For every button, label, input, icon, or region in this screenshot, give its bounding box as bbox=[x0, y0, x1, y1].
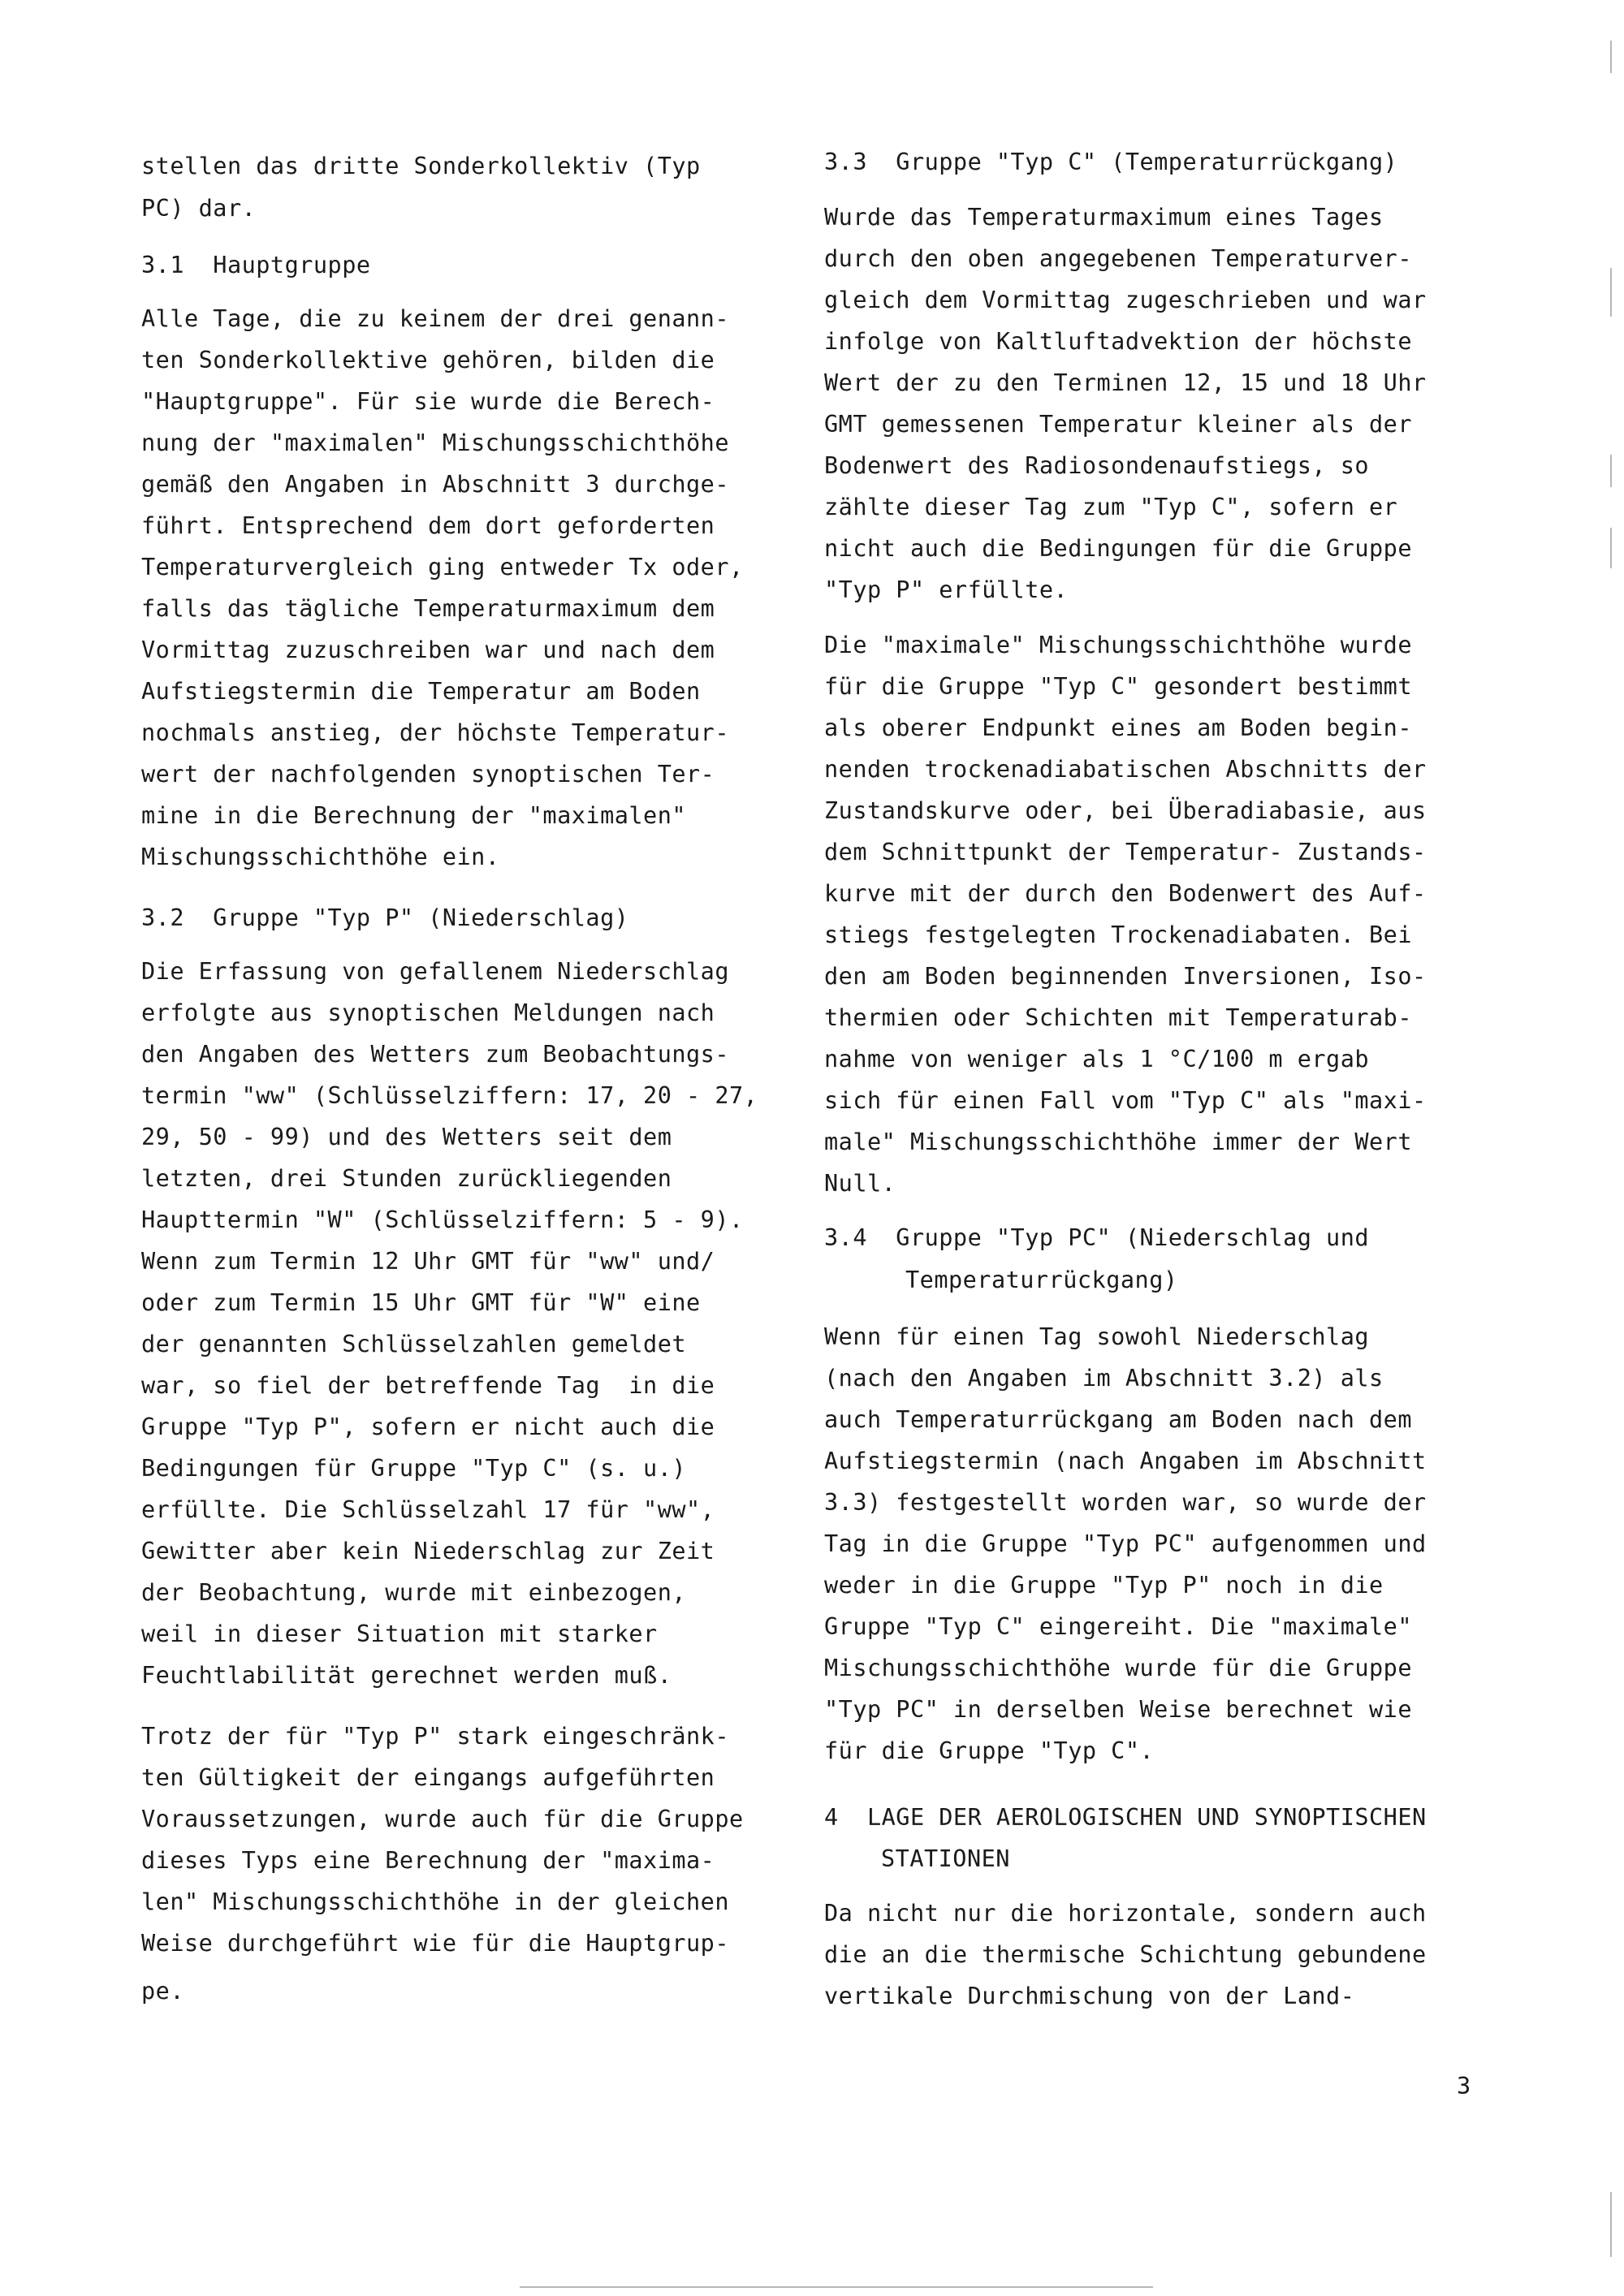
text-line: Gruppe "Typ P", sofern er nicht auch die bbox=[141, 1413, 715, 1440]
text-line: thermien oder Schichten mit Temperaturab- bbox=[824, 1004, 1412, 1031]
text-line: "Hauptgruppe". Für sie wurde die Berech- bbox=[141, 388, 715, 415]
text-line: Weise durchgeführt wie für die Hauptgrup- bbox=[141, 1930, 729, 1957]
text-line: Aufstiegstermin die Temperatur am Boden bbox=[141, 678, 701, 705]
text-line: falls das tägliche Temperaturmaximum dem bbox=[141, 595, 715, 622]
text-line: nung der "maximalen" Mischungsschichthöhe bbox=[141, 429, 729, 456]
scan-edge-mark bbox=[1610, 2192, 1612, 2257]
text-line: (nach den Angaben im Abschnitt 3.2) als bbox=[824, 1365, 1384, 1392]
text-line: für die Gruppe "Typ C" gesondert bestimmt bbox=[824, 673, 1412, 700]
text-line: weder in die Gruppe "Typ P" noch in die bbox=[824, 1572, 1384, 1599]
text-line: termin "ww" (Schlüsselziffern: 17, 20 - 27, bbox=[141, 1082, 758, 1109]
text-line: male" Mischungsschichthöhe immer der Wert bbox=[824, 1129, 1412, 1155]
text-line: oder zum Termin 15 Uhr GMT für "W" eine bbox=[141, 1289, 701, 1316]
text-line: auch Temperaturrückgang am Boden nach dem bbox=[824, 1406, 1412, 1433]
text-line: die an die thermische Schichtung gebundene bbox=[824, 1941, 1427, 1968]
text-line: Gruppe "Typ C" eingereiht. Die "maximale" bbox=[824, 1613, 1412, 1640]
text-line: Voraussetzungen, wurde auch für die Gruppe bbox=[141, 1806, 744, 1832]
text-line: Null. bbox=[824, 1170, 896, 1197]
text-line: Die Erfassung von gefallenem Niederschlag bbox=[141, 958, 729, 985]
scan-edge-mark bbox=[520, 2286, 1153, 2288]
text-line: Zustandskurve oder, bei Überadiabasie, aus bbox=[824, 797, 1427, 824]
text-line: len" Mischungsschichthöhe in der gleichen bbox=[141, 1888, 729, 1915]
text-line: führt. Entsprechend dem dort geforderten bbox=[141, 512, 715, 539]
text-line: GMT gemessenen Temperatur kleiner als der bbox=[824, 411, 1412, 438]
text-line: erfüllte. Die Schlüsselzahl 17 für "ww", bbox=[141, 1496, 715, 1523]
text-line: nochmals anstieg, der höchste Temperatur- bbox=[141, 719, 729, 746]
text-line: mine in die Berechnung der "maximalen" bbox=[141, 802, 687, 829]
text-line: Wenn für einen Tag sowohl Niederschlag bbox=[824, 1323, 1370, 1350]
scan-edge-mark bbox=[1610, 528, 1612, 568]
text-line: dem Schnittpunkt der Temperatur- Zustands- bbox=[824, 839, 1427, 865]
section-heading-3-3: 3.3 Gruppe "Typ C" (Temperaturrückgang) bbox=[824, 149, 1398, 175]
text-line: 29, 50 - 99) und des Wetters seit dem bbox=[141, 1124, 672, 1150]
text-line: den am Boden beginnenden Inversionen, Iso- bbox=[824, 963, 1427, 990]
page-number: 3 bbox=[1457, 2073, 1471, 2100]
text-line: stiegs festgelegten Trockenadiabaten. Bei bbox=[824, 921, 1412, 948]
text-line: dieses Typs eine Berechnung der "maxima- bbox=[141, 1847, 715, 1874]
text-line: PC) dar. bbox=[141, 195, 257, 222]
text-line: Die "maximale" Mischungsschichthöhe wurde bbox=[824, 632, 1412, 658]
text-line: gemäß den Angaben in Abschnitt 3 durchge- bbox=[141, 471, 729, 498]
text-line: Bodenwert des Radiosondenaufstiegs, so bbox=[824, 452, 1370, 479]
text-line: "Typ P" erfüllte. bbox=[824, 576, 1069, 603]
section-heading-3-4: 3.4 Gruppe "Typ PC" (Niederschlag und bbox=[824, 1224, 1370, 1251]
scan-edge-mark bbox=[1610, 455, 1612, 487]
text-line: Wert der zu den Terminen 12, 15 und 18 Uhr bbox=[824, 369, 1427, 396]
section-heading-3-4-continued: Temperaturrückgang) bbox=[905, 1267, 1178, 1293]
text-line: den Angaben des Wetters zum Beobachtungs- bbox=[141, 1041, 729, 1068]
text-line: war, so fiel der betreffende Tag in die bbox=[141, 1372, 715, 1399]
text-line: sich für einen Fall vom "Typ C" als "maxi- bbox=[824, 1087, 1427, 1114]
text-line: Trotz der für "Typ P" stark eingeschränk- bbox=[141, 1723, 729, 1750]
text-line: wert der nachfolgenden synoptischen Ter- bbox=[141, 761, 715, 788]
text-line: stellen das dritte Sonderkollektiv (Typ bbox=[141, 153, 701, 179]
text-line: Bedingungen für Gruppe "Typ C" (s. u.) bbox=[141, 1455, 687, 1482]
text-line: der Beobachtung, wurde mit einbezogen, bbox=[141, 1579, 687, 1606]
text-line: für die Gruppe "Typ C". bbox=[824, 1737, 1155, 1764]
text-line: letzten, drei Stunden zurückliegenden bbox=[141, 1165, 672, 1192]
text-line: der genannten Schlüsselzahlen gemeldet bbox=[141, 1331, 687, 1357]
text-line: infolge von Kaltluftadvektion der höchste bbox=[824, 328, 1412, 355]
text-line: Mischungsschichthöhe ein. bbox=[141, 844, 500, 870]
scan-edge-mark bbox=[1610, 41, 1612, 73]
section-heading-4-continued: STATIONEN bbox=[881, 1845, 1010, 1872]
text-line: Vormittag zuzuschreiben war und nach dem bbox=[141, 637, 715, 663]
text-line: Wurde das Temperaturmaximum eines Tages bbox=[824, 204, 1384, 231]
text-line: nenden trockenadiabatischen Abschnitts der bbox=[824, 756, 1427, 783]
text-line: "Typ PC" in derselben Weise berechnet wie bbox=[824, 1696, 1412, 1723]
text-line: Haupttermin "W" (Schlüsselziffern: 5 - 9). bbox=[141, 1206, 744, 1233]
text-line: kurve mit der durch den Bodenwert des Auf- bbox=[824, 880, 1427, 907]
text-line: als oberer Endpunkt eines am Boden begin- bbox=[824, 714, 1412, 741]
section-heading-3-1: 3.1 Hauptgruppe bbox=[141, 252, 371, 278]
text-line: ten Gültigkeit der eingangs aufgeführten bbox=[141, 1764, 715, 1791]
text-line: gleich dem Vormittag zugeschrieben und war bbox=[824, 287, 1427, 313]
text-line: Feuchtlabilität gerechnet werden muß. bbox=[141, 1662, 672, 1689]
scan-edge-mark bbox=[1610, 268, 1612, 317]
text-line: Wenn zum Termin 12 Uhr GMT für "ww" und/ bbox=[141, 1248, 715, 1275]
text-line: ten Sonderkollektive gehören, bilden die bbox=[141, 347, 715, 373]
text-line: Tag in die Gruppe "Typ PC" aufgenommen und bbox=[824, 1530, 1427, 1557]
text-line: Gewitter aber kein Niederschlag zur Zeit bbox=[141, 1538, 715, 1564]
text-line: erfolgte aus synoptischen Meldungen nach bbox=[141, 999, 715, 1026]
text-line: Mischungsschichthöhe wurde für die Gruppe bbox=[824, 1655, 1412, 1681]
text-line: nicht auch die Bedingungen für die Gruppe bbox=[824, 535, 1412, 562]
text-line: Da nicht nur die horizontale, sondern auch bbox=[824, 1900, 1427, 1927]
text-line: pe. bbox=[141, 1978, 184, 2005]
text-line: durch den oben angegebenen Temperaturver- bbox=[824, 245, 1412, 272]
text-line: vertikale Durchmischung von der Land- bbox=[824, 1983, 1355, 2009]
section-heading-3-2: 3.2 Gruppe "Typ P" (Niederschlag) bbox=[141, 904, 629, 931]
text-line: Aufstiegstermin (nach Angaben im Abschnitt bbox=[824, 1448, 1427, 1474]
text-line: 3.3) festgestellt worden war, so wurde der bbox=[824, 1489, 1427, 1516]
section-heading-4: 4 LAGE DER AEROLOGISCHEN UND SYNOPTISCHEN bbox=[824, 1804, 1427, 1831]
text-line: Temperaturvergleich ging entweder Tx oder, bbox=[141, 554, 744, 580]
text-line: weil in dieser Situation mit starker bbox=[141, 1621, 658, 1647]
text-line: nahme von weniger als 1 °C/100 m ergab bbox=[824, 1046, 1370, 1072]
text-line: Alle Tage, die zu keinem der drei genann- bbox=[141, 305, 729, 332]
text-line: zählte dieser Tag zum "Typ C", sofern er bbox=[824, 494, 1398, 520]
